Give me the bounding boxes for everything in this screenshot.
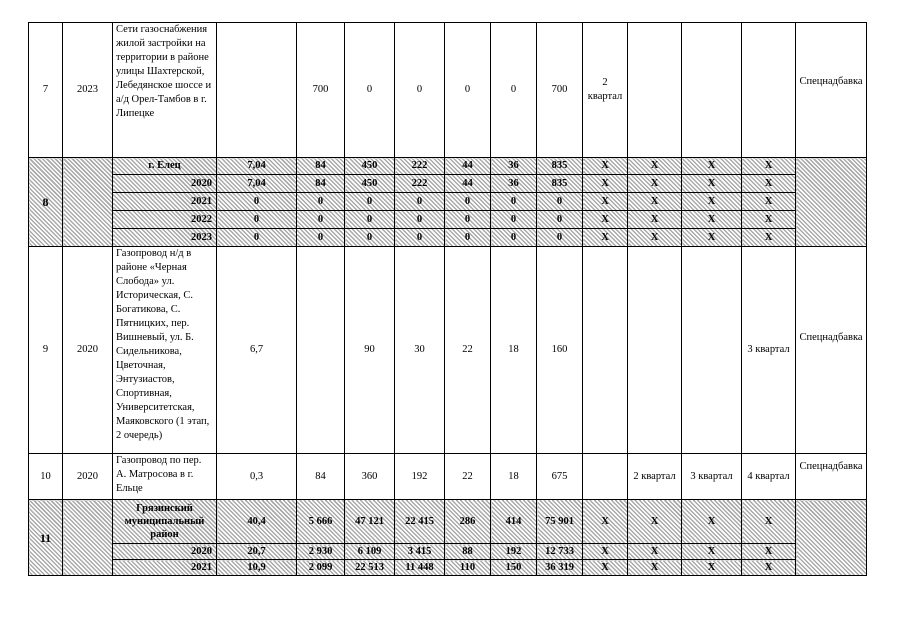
- cell-q2: Х: [628, 193, 682, 211]
- cell-c3: 90: [345, 247, 395, 454]
- cell-c3: 360: [345, 454, 395, 500]
- object-name: Газопровод по пер. А. Матросова в г. Ельце: [113, 454, 217, 500]
- cell-note: [796, 158, 867, 247]
- cell-c1: [217, 23, 297, 158]
- cell-c5: 22: [445, 454, 491, 500]
- row-year: 2020: [63, 247, 113, 454]
- cell-c6: 36: [491, 175, 537, 193]
- cell-c3: 6 109: [345, 544, 395, 560]
- cell-c3: 0: [345, 211, 395, 229]
- group-year-label: 2021: [113, 193, 217, 211]
- cell-c5: 44: [445, 158, 491, 175]
- row-year: 2020: [63, 454, 113, 500]
- cell-q1: Х: [583, 211, 628, 229]
- cell-c4: 30: [395, 247, 445, 454]
- table-row: [29, 560, 867, 576]
- cell-c1: 0: [217, 229, 297, 247]
- cell-q2: Х: [628, 500, 682, 544]
- cell-c4: 0: [395, 211, 445, 229]
- cell-c5: 110: [445, 560, 491, 576]
- cell-c1: 7,04: [217, 175, 297, 193]
- cell-c2: 0: [297, 229, 345, 247]
- cell-q1: Х: [583, 175, 628, 193]
- group-year-label: 2022: [113, 211, 217, 229]
- cell-q3: Х: [682, 158, 742, 175]
- cell-c6: 0: [491, 23, 537, 158]
- cell-q4: 3 квартал: [742, 247, 796, 454]
- cell-q2: Х: [628, 560, 682, 576]
- group-year-label: 2020: [113, 175, 217, 193]
- group-year-label: 2021: [113, 560, 217, 576]
- cell-c6: 0: [491, 193, 537, 211]
- cell-q1: Х: [583, 560, 628, 576]
- cell-q3: Х: [682, 544, 742, 560]
- cell-q4: [742, 23, 796, 158]
- cell-c6: 36: [491, 158, 537, 175]
- cell-c4: 222: [395, 175, 445, 193]
- cell-c3: 22 513: [345, 560, 395, 576]
- cell-q4: Х: [742, 544, 796, 560]
- cell-q1: Х: [583, 229, 628, 247]
- row-number: 7: [29, 23, 63, 158]
- table-row: [29, 229, 867, 247]
- cell-c2: 5 666: [297, 500, 345, 544]
- cell-q4: Х: [742, 175, 796, 193]
- cell-c1: 6,7: [217, 247, 297, 454]
- cell-note: Спецнадбавка: [796, 454, 867, 500]
- investment-program-table: [28, 22, 867, 576]
- cell-q2: Х: [628, 211, 682, 229]
- object-name: Газопровод н/д в районе «Черная Слобода» ул. Историческая, С. Богатикова, С. Пятницких, пер. Вишневый, ул. Б. Сидельникова, Цветочная, Энтузиастов, Спортивная, Университетская, Маяковского (1 этап, 2 очередь): [113, 247, 217, 454]
- cell-c4: 0: [395, 193, 445, 211]
- row-number: 9: [29, 247, 63, 454]
- cell-q4: Х: [742, 193, 796, 211]
- cell-c2: 2 930: [297, 544, 345, 560]
- cell-q2: Х: [628, 229, 682, 247]
- cell-c5: 22: [445, 247, 491, 454]
- cell-q2: Х: [628, 544, 682, 560]
- cell-c5: 0: [445, 229, 491, 247]
- cell-c2: 700: [297, 23, 345, 158]
- cell-q4: Х: [742, 560, 796, 576]
- cell-c4: 0: [395, 229, 445, 247]
- cell-c6: 150: [491, 560, 537, 576]
- cell-c7: 0: [537, 211, 583, 229]
- cell-c4: 11 448: [395, 560, 445, 576]
- cell-note: Спецнадбавка: [796, 23, 867, 158]
- cell-c1: 0,3: [217, 454, 297, 500]
- cell-c3: 0: [345, 229, 395, 247]
- cell-c2: 0: [297, 211, 345, 229]
- cell-c7: 835: [537, 175, 583, 193]
- cell-q3: Х: [682, 560, 742, 576]
- table-row: [29, 454, 867, 500]
- cell-c2: 84: [297, 158, 345, 175]
- cell-c7: 0: [537, 229, 583, 247]
- cell-c7: 160: [537, 247, 583, 454]
- cell-c3: 450: [345, 158, 395, 175]
- group-year-label: 2020: [113, 544, 217, 560]
- cell-c2: 0: [297, 193, 345, 211]
- cell-q1: 2 квартал: [583, 23, 628, 158]
- table-row: [29, 158, 867, 175]
- row-number: 10: [29, 454, 63, 500]
- cell-q3: Х: [682, 193, 742, 211]
- cell-c5: 88: [445, 544, 491, 560]
- cell-q2: Х: [628, 158, 682, 175]
- row-year: 2023: [63, 23, 113, 158]
- cell-q3: [682, 23, 742, 158]
- cell-q3: Х: [682, 500, 742, 544]
- cell-c7: 36 319: [537, 560, 583, 576]
- table-row: [29, 500, 867, 544]
- cell-c3: 450: [345, 175, 395, 193]
- cell-q1: Х: [583, 158, 628, 175]
- cell-q1: [583, 247, 628, 454]
- cell-c5: 0: [445, 193, 491, 211]
- cell-c2: 84: [297, 175, 345, 193]
- cell-c1: 40,4: [217, 500, 297, 544]
- row-number: 11: [29, 500, 63, 576]
- cell-c4: 192: [395, 454, 445, 500]
- table-row: [29, 211, 867, 229]
- cell-c4: 222: [395, 158, 445, 175]
- cell-c6: 0: [491, 229, 537, 247]
- cell-c5: 0: [445, 211, 491, 229]
- cell-c2: [297, 247, 345, 454]
- cell-c6: 414: [491, 500, 537, 544]
- table-row: [29, 23, 867, 158]
- cell-c4: 0: [395, 23, 445, 158]
- group-label: Грязинский муниципальный район: [113, 500, 217, 544]
- cell-q4: Х: [742, 229, 796, 247]
- cell-q2: Х: [628, 175, 682, 193]
- cell-note: Спецнадбавка: [796, 247, 867, 454]
- cell-c6: 0: [491, 211, 537, 229]
- cell-c7: 675: [537, 454, 583, 500]
- cell-c6: 192: [491, 544, 537, 560]
- cell-c1: 10,9: [217, 560, 297, 576]
- cell-q4: Х: [742, 211, 796, 229]
- cell-c4: 3 415: [395, 544, 445, 560]
- cell-c3: 0: [345, 23, 395, 158]
- table-row: [29, 544, 867, 560]
- table-row: [29, 175, 867, 193]
- cell-q1: Х: [583, 544, 628, 560]
- cell-c6: 18: [491, 247, 537, 454]
- cell-q3: Х: [682, 175, 742, 193]
- cell-q4: Х: [742, 500, 796, 544]
- cell-c5: 44: [445, 175, 491, 193]
- cell-note: [796, 500, 867, 576]
- cell-c6: 18: [491, 454, 537, 500]
- cell-c3: 47 121: [345, 500, 395, 544]
- cell-q2: [628, 247, 682, 454]
- cell-c1: 7,04: [217, 158, 297, 175]
- cell-q1: [583, 454, 628, 500]
- row-year: [63, 500, 113, 576]
- cell-q2: 2 квартал: [628, 454, 682, 500]
- table-row: [29, 193, 867, 211]
- cell-c1: 0: [217, 193, 297, 211]
- group-year-label: 2023: [113, 229, 217, 247]
- table-row: [29, 247, 867, 454]
- cell-q4: 4 квартал: [742, 454, 796, 500]
- cell-q3: [682, 247, 742, 454]
- cell-q2: [628, 23, 682, 158]
- cell-c1: 0: [217, 211, 297, 229]
- group-label: г. Елец: [113, 158, 217, 175]
- cell-c7: 0: [537, 193, 583, 211]
- cell-c2: 84: [297, 454, 345, 500]
- cell-q4: Х: [742, 158, 796, 175]
- cell-c3: 0: [345, 193, 395, 211]
- cell-q3: Х: [682, 229, 742, 247]
- cell-q3: Х: [682, 211, 742, 229]
- cell-c2: 2 099: [297, 560, 345, 576]
- object-name: Сети газоснабжения жилой застройки на территории в районе улицы Шахтерской, Лебедянское шоссе и а/д Орел-Тамбов в г. Липецке: [113, 23, 217, 158]
- cell-c5: 0: [445, 23, 491, 158]
- cell-c7: 700: [537, 23, 583, 158]
- cell-c1: 20,7: [217, 544, 297, 560]
- cell-q3: 3 квартал: [682, 454, 742, 500]
- row-year: [63, 158, 113, 247]
- cell-q1: Х: [583, 193, 628, 211]
- cell-c7: 12 733: [537, 544, 583, 560]
- cell-c4: 22 415: [395, 500, 445, 544]
- row-number: 8: [29, 158, 63, 247]
- cell-c5: 286: [445, 500, 491, 544]
- cell-c7: 75 901: [537, 500, 583, 544]
- cell-c7: 835: [537, 158, 583, 175]
- cell-q1: Х: [583, 500, 628, 544]
